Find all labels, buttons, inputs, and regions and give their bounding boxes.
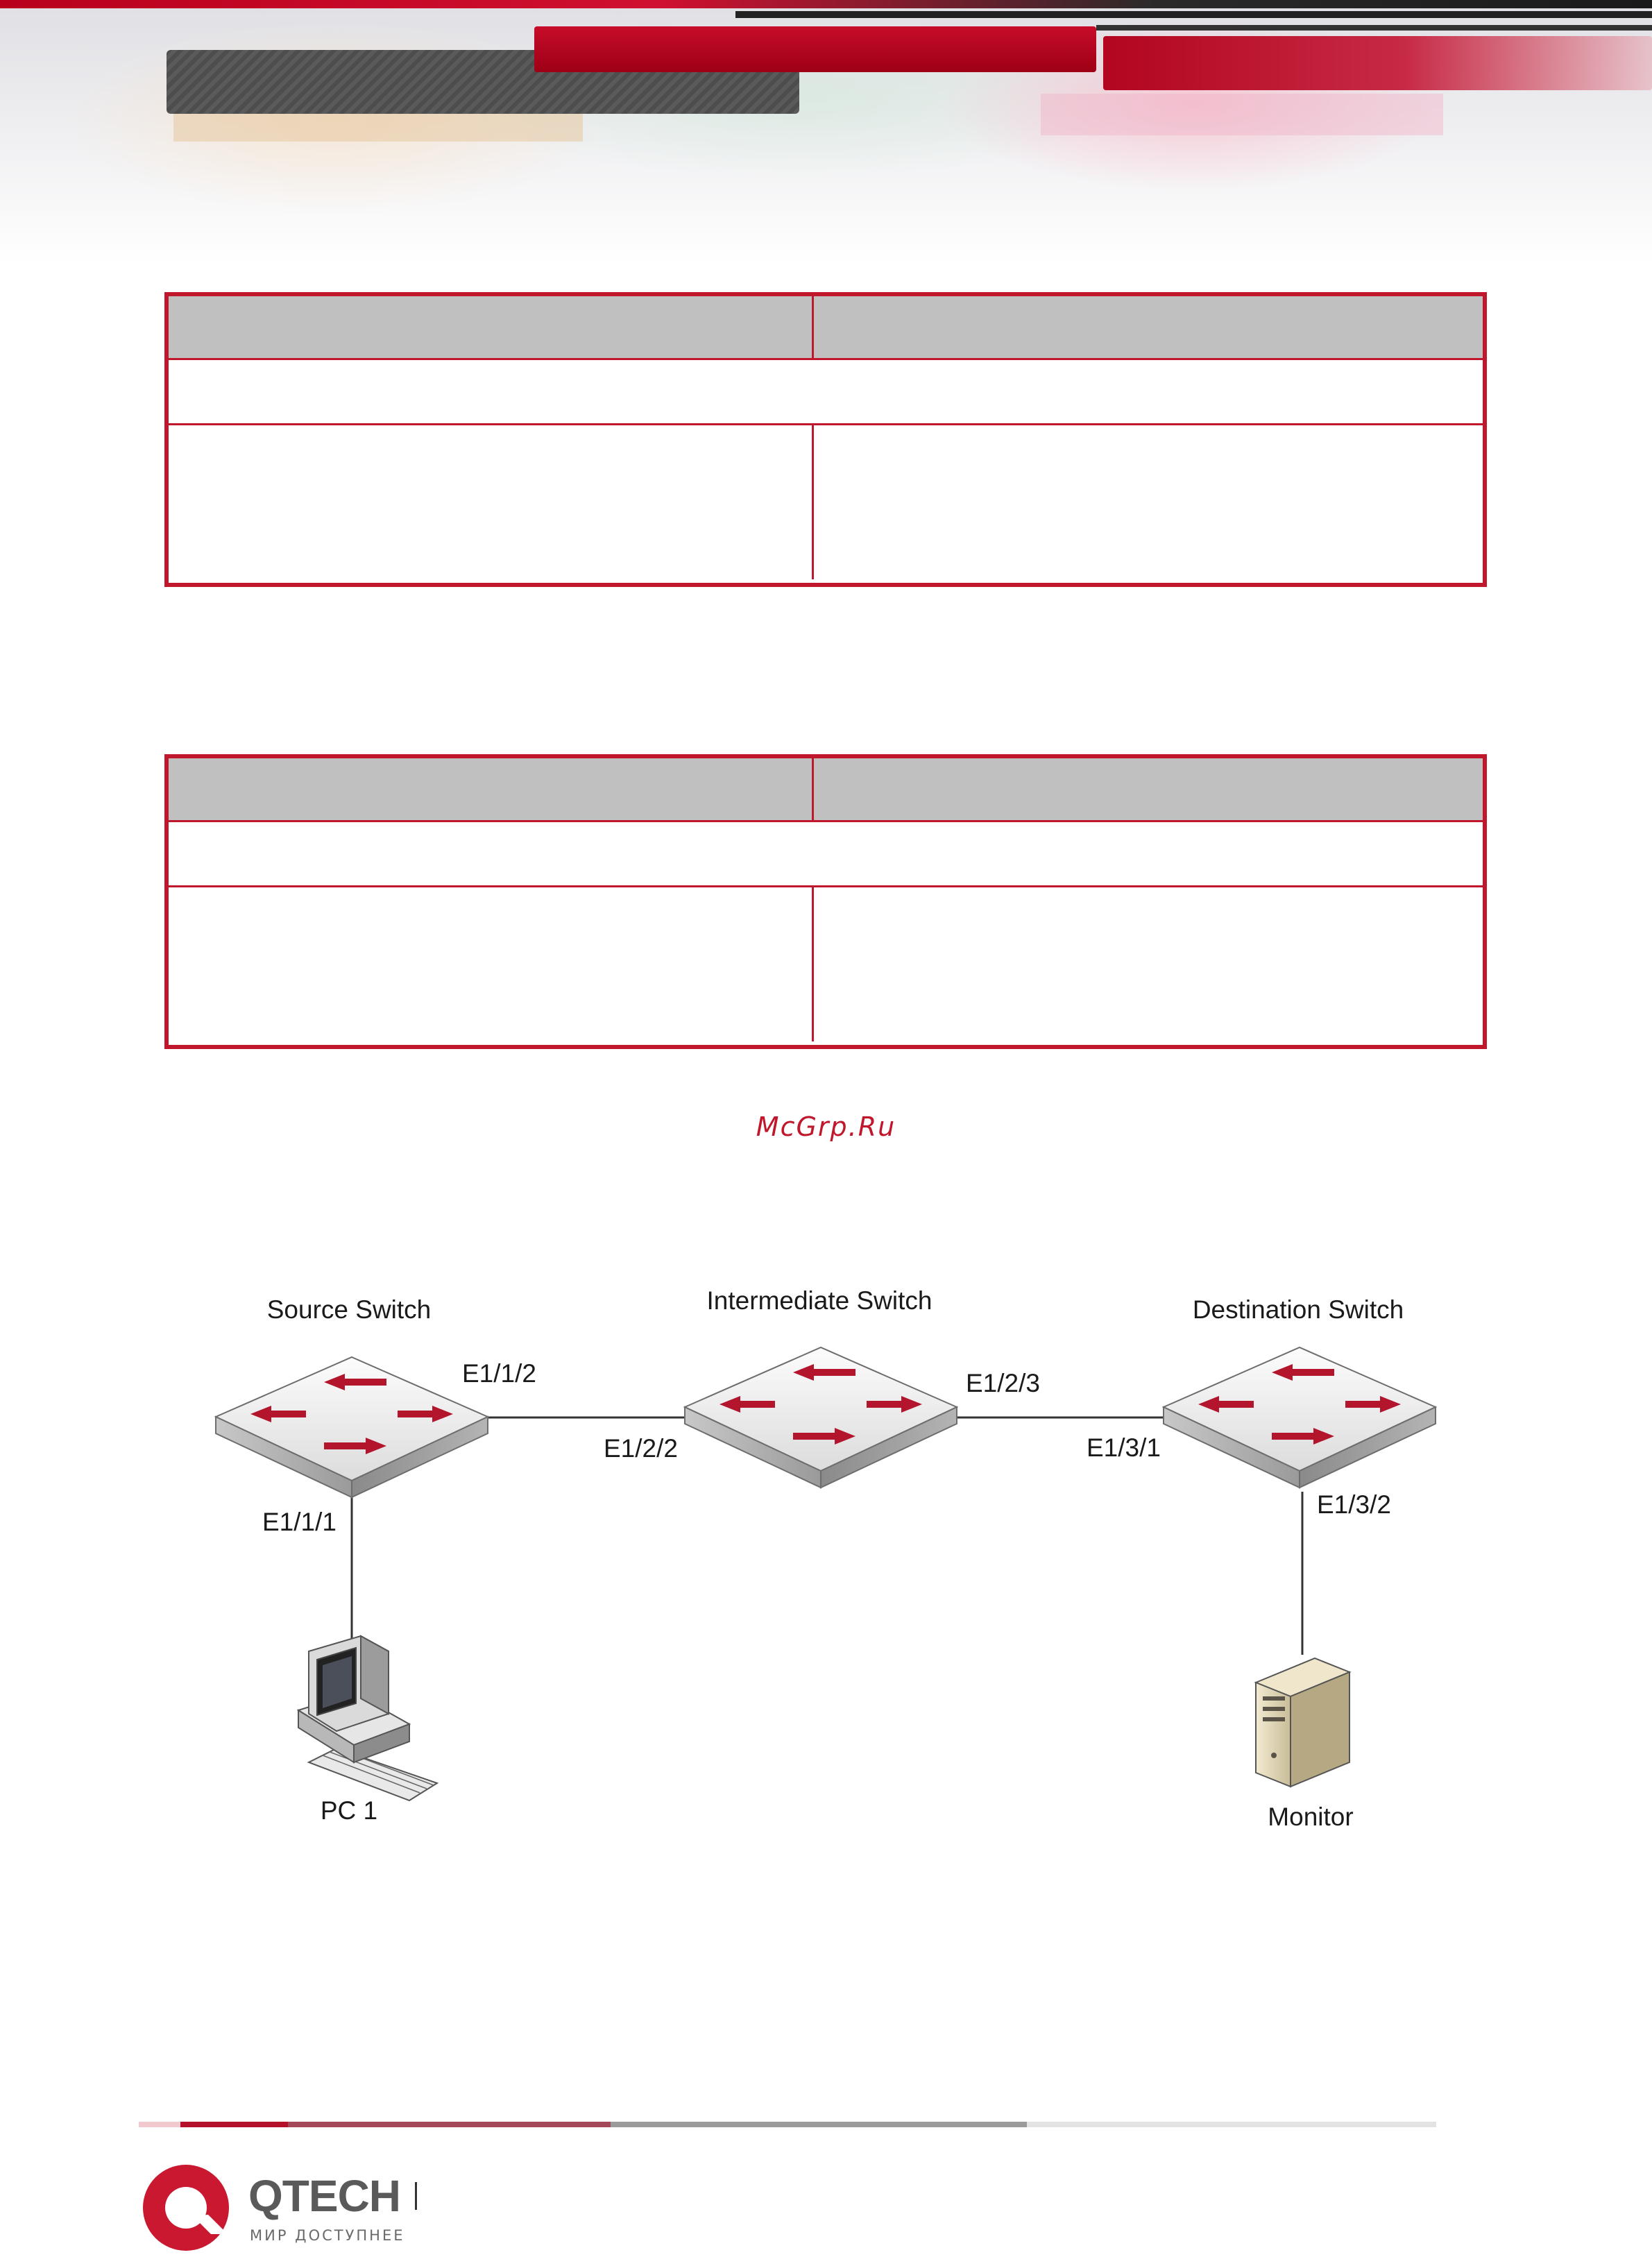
footer-rule <box>139 2122 180 2127</box>
port-label-e112: E1/1/2 <box>462 1359 536 1388</box>
footer-rule <box>180 2122 288 2127</box>
source-switch-label: Source Switch <box>266 1295 432 1324</box>
monitor-label: Monitor <box>1268 1803 1354 1831</box>
source-switch-icon <box>216 1357 488 1497</box>
intermediate-switch-label: Intermediate Switch <box>706 1286 933 1315</box>
footer-separator <box>415 2182 417 2210</box>
qtech-logo-tagline: МИР ДОСТУПНЕЕ <box>250 2227 405 2244</box>
port-label-e123: E1/2/3 <box>966 1369 1040 1397</box>
footer-rule <box>288 2122 611 2127</box>
pc-label: PC 1 <box>320 1796 378 1825</box>
intermediate-switch-icon <box>685 1347 957 1488</box>
port-label-e111: E1/1/1 <box>262 1508 337 1536</box>
port-label-e122: E1/2/2 <box>604 1434 678 1463</box>
footer-rule <box>611 2122 1027 2127</box>
footer-rule <box>1027 2122 1436 2127</box>
monitor-server-icon <box>1256 1658 1349 1787</box>
pc-icon <box>298 1636 437 1800</box>
destination-switch-label: Destination Switch <box>1192 1295 1404 1324</box>
qtech-logo-icon <box>139 2159 243 2257</box>
watermark-text: McGrp.Ru <box>756 1112 896 1142</box>
qtech-logo-name: QTECH <box>248 2171 400 2221</box>
destination-switch-icon <box>1164 1347 1436 1488</box>
port-label-e131: E1/3/1 <box>1087 1433 1161 1462</box>
port-label-e132: E1/3/2 <box>1317 1490 1391 1519</box>
